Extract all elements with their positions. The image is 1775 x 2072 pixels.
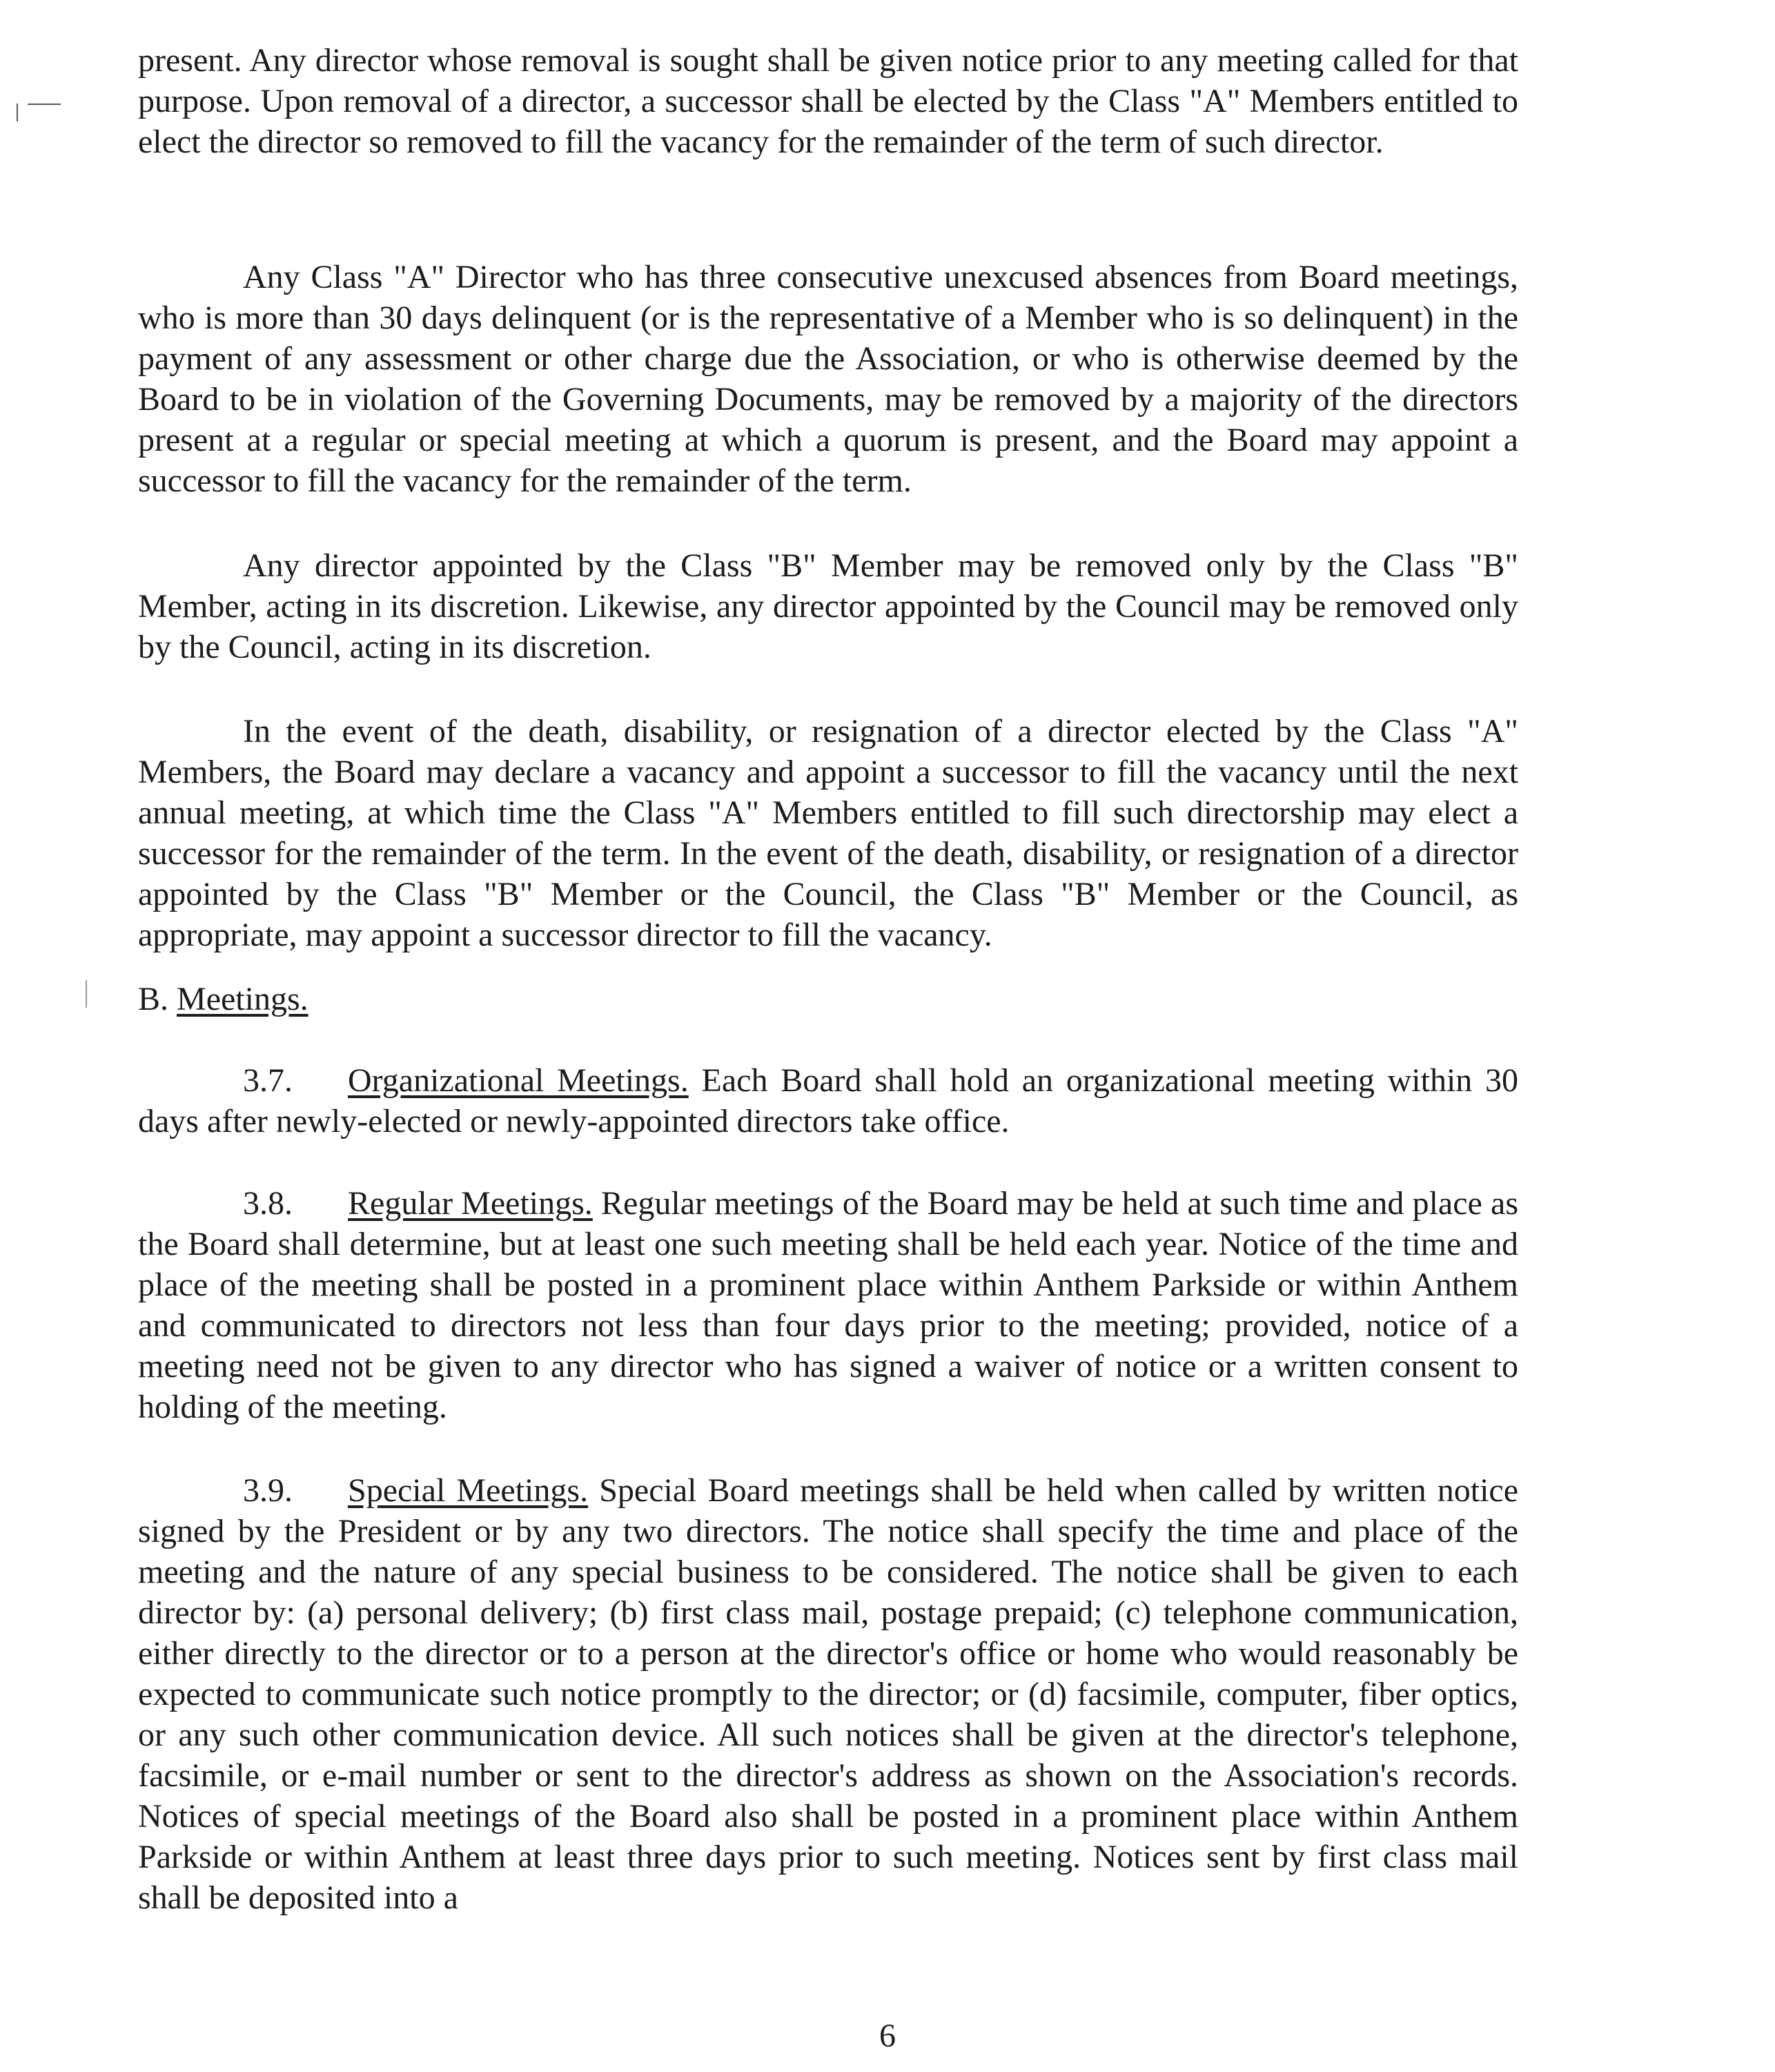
- paragraph-removal-notice: present. Any director whose removal is sought shall be given notice prior to any meeting called for that purpose. Upon removal of a director, a successor shall be elected by the Class "A" Members entitled to elect the director so removed to fill the vacancy for the remainder of the term of such director.: [138, 42, 1518, 160]
- paragraph-class-b-director-removal: Any director appointed by the Class "B" Member may be removed only by the Class "B" Member, acting in its discretion. Likewise, any director appointed by the Council may be removed only by the Council, acting in its discretion.: [138, 547, 1518, 665]
- section-3-9: [138, 1470, 1518, 1918]
- paragraph-class-a-director-removal: Any Class "A" Director who has three consecutive unexcused absences from Board meetings, who is more than 30 days delinquent (or is the representative of a Member who is so delinquent) in the payment of any assessment or other charge due the Association, or who is otherwise deemed by the Board to be in violation of the Governing Documents, may be removed by a majority of the directors present at a regular or special meeting at which a quorum is present, and the Board may appoint a successor to fill the vacancy for the remainder of the term.: [138, 259, 1518, 499]
- section-b-title: Meetings.: [177, 981, 308, 1017]
- section-3-7-title: Organizational Meetings.: [348, 1062, 689, 1099]
- section-b-heading: [138, 979, 308, 1019]
- section-b-prefix: B.: [138, 981, 169, 1017]
- page-number: 6: [879, 2017, 896, 2054]
- paragraph-vacancy: In the event of the death, disability, or resignation of a director elected by the Class "A" Members, the Board may declare a vacancy and appoint a successor to fill the vacancy until the next annual meeting, at which time the Class "A" Members entitled to fill such directorship may elect a successor for the remainder of the term. In the event of the death, disability, or resignation of a director appointed by the Class "B" Member or the Council, the Class "B" Member or the Council, as appropriate, may appoint a successor director to fill the vacancy.: [138, 713, 1518, 953]
- margin-mark: [17, 104, 18, 121]
- section-3-8-number: 3.8.: [243, 1185, 293, 1222]
- margin-mark: [86, 980, 87, 1008]
- section-3-8-body: Regular meetings of the Board may be held at such time and place as the Board shall determine, but at least one such meeting shall be held each year. Notice of the time and place of the meeting shall be posted in a prominent place within Anthem Parkside or within Anthem and communicated to directors not less than four days prior to the meeting; provided, notice of a meeting need not be given to any director who has signed a waiver of notice or a written consent to holding of the meeting.: [138, 1185, 1519, 1425]
- section-3-8-title: Regular Meetings.: [348, 1185, 593, 1222]
- section-3-7-number: 3.7.: [243, 1062, 293, 1099]
- margin-mark: [28, 104, 61, 105]
- section-3-9-body: Special Board meetings shall be held when called by written notice signed by the President or by any two directors. The notice shall specify the time and place of the meeting and the nature of any special business to be considered. The notice shall be given to each director by: (a) personal delivery; (b) first class mail, postage prepaid; (c) telephone communication, either directly to the director or to a person at the director's office or home who would reasonably be expected to communicate such notice promptly to the director; or (d) facsimile, computer, fiber optics, or any such other communication device. All such notices shall be given at the director's telephone, facsimile, or e-mail number or sent to the director's address as shown on the Association's records. Notices of special meetings of the Board also shall be posted in a prominent place within Anthem Parkside or within Anthem at least three days prior to such meeting. Notices sent by first class mail shall be deposited into a: [138, 1472, 1519, 1916]
- section-3-9-number: 3.9.: [243, 1472, 293, 1509]
- section-3-7-body: Each Board shall hold an organizational meeting within 30 days after newly-elected or newly-appointed directors take office.: [138, 1062, 1519, 1140]
- section-3-8: [138, 1183, 1518, 1427]
- section-3-9-title: Special Meetings.: [348, 1472, 589, 1509]
- section-3-7: [138, 1060, 1518, 1142]
